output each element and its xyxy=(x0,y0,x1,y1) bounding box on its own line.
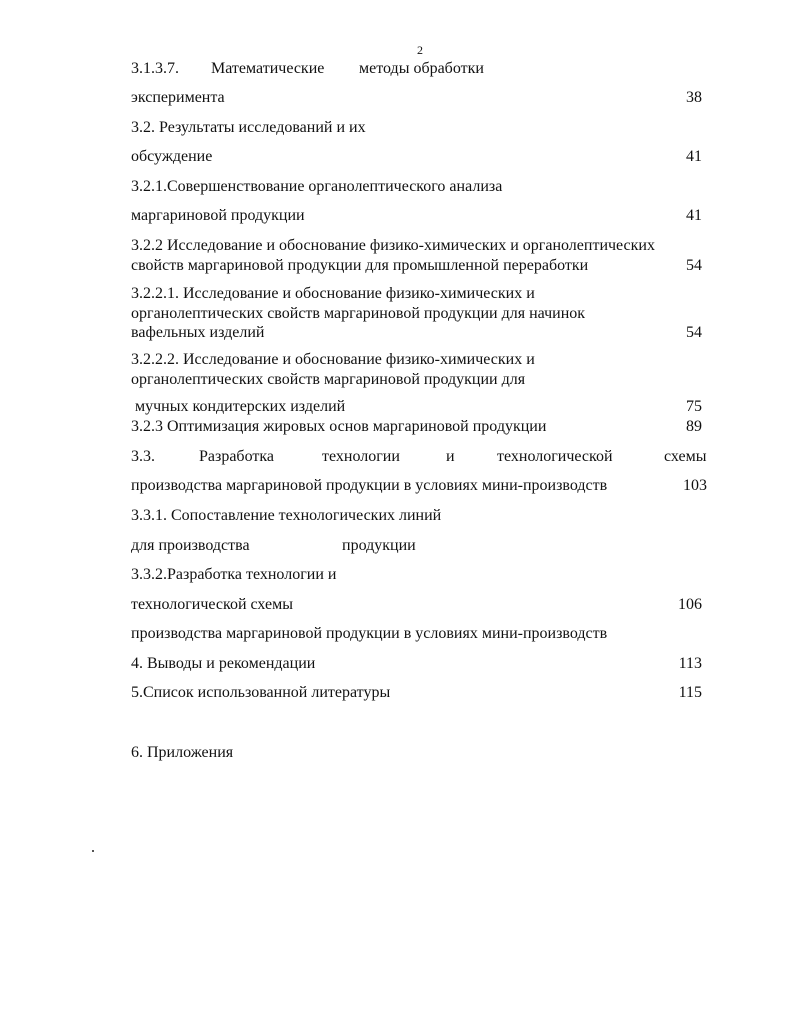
scan-speck xyxy=(92,850,94,852)
toc-entry-text: Математические xyxy=(211,60,325,77)
toc-page-ref: 75 xyxy=(686,398,702,415)
toc-entry-text: эксперимента xyxy=(131,89,225,106)
toc-page-ref: 113 xyxy=(678,655,702,672)
toc-entry-text: 4. Выводы и рекомендации xyxy=(131,655,316,672)
toc-entry-text: 3.3.2.Разработка технологии и xyxy=(131,566,337,583)
toc-entry-text: и xyxy=(446,448,455,465)
toc-entry-text: 3.2.2 Исследование и обоснование физико-химических и органолептических xyxy=(131,237,655,254)
toc-entry-text: технологии xyxy=(322,448,400,465)
toc-page-ref: 103 xyxy=(683,477,707,494)
toc-entry-text: 3.2.3 Оптимизация жировых основ маргариновой продукции xyxy=(131,418,547,435)
toc-entry-text: 3.2.1.Совершенствование органолептического анализа xyxy=(131,178,503,195)
toc-entry-text: продукции xyxy=(342,537,416,554)
toc-entry-text: производства маргариновой продукции в условиях мини-производств xyxy=(131,477,608,494)
toc-page-ref: 54 xyxy=(686,324,702,341)
toc-entry-number: 3.3. xyxy=(131,448,155,465)
page-number: 2 xyxy=(417,43,423,57)
toc-entry-text: 3.2.2.1. Исследование и обоснование физико-химических и xyxy=(131,285,535,302)
toc-entry-text: свойств маргариновой продукции для промышленной переработки xyxy=(131,257,589,274)
toc-page-ref: 41 xyxy=(686,207,702,224)
toc-entry-text: 3.2. Результаты исследований и их xyxy=(131,119,366,136)
toc-entry-text: 3.3.1. Сопоставление технологических линий xyxy=(131,507,442,524)
toc-entry-text: 3.2.2.2. Исследование и обоснование физико-химических и xyxy=(131,351,535,368)
toc-entry-text: вафельных изделий xyxy=(131,324,265,341)
toc-entry-text: производства маргариновой продукции в условиях мини-производств xyxy=(131,625,608,642)
toc-entry-text: технологической xyxy=(497,448,613,465)
toc-page-ref: 89 xyxy=(686,418,702,435)
toc-entry-text: органолептических свойств маргариновой продукции для xyxy=(131,371,526,388)
toc-entry-text: мучных кондитерских изделий xyxy=(135,398,346,415)
toc-entry-text: органолептических свойств маргариновой продукции для начинок xyxy=(131,305,586,322)
toc-entry-text: для производства xyxy=(131,537,250,554)
toc-entry-text: Разработка xyxy=(199,448,274,465)
toc-entry-text: технологической схемы xyxy=(131,596,293,613)
toc-entry-text: обсуждение xyxy=(131,148,213,165)
toc-entry-text: методы обработки xyxy=(359,60,484,77)
toc-page-ref: 115 xyxy=(678,684,702,701)
toc-page-ref: 41 xyxy=(686,148,702,165)
toc-page-ref: 54 xyxy=(686,257,702,274)
toc-entry-text: 6. Приложения xyxy=(131,744,234,761)
toc-entry-text: схемы xyxy=(664,448,707,465)
toc-entry-number: 3.1.3.7. xyxy=(131,60,179,77)
toc-entry-text: маргариновой продукции xyxy=(131,207,305,224)
toc-entry-text: 5.Список использованной литературы xyxy=(131,684,391,701)
toc-page-ref: 38 xyxy=(686,89,702,106)
toc-page-ref: 106 xyxy=(678,596,702,613)
